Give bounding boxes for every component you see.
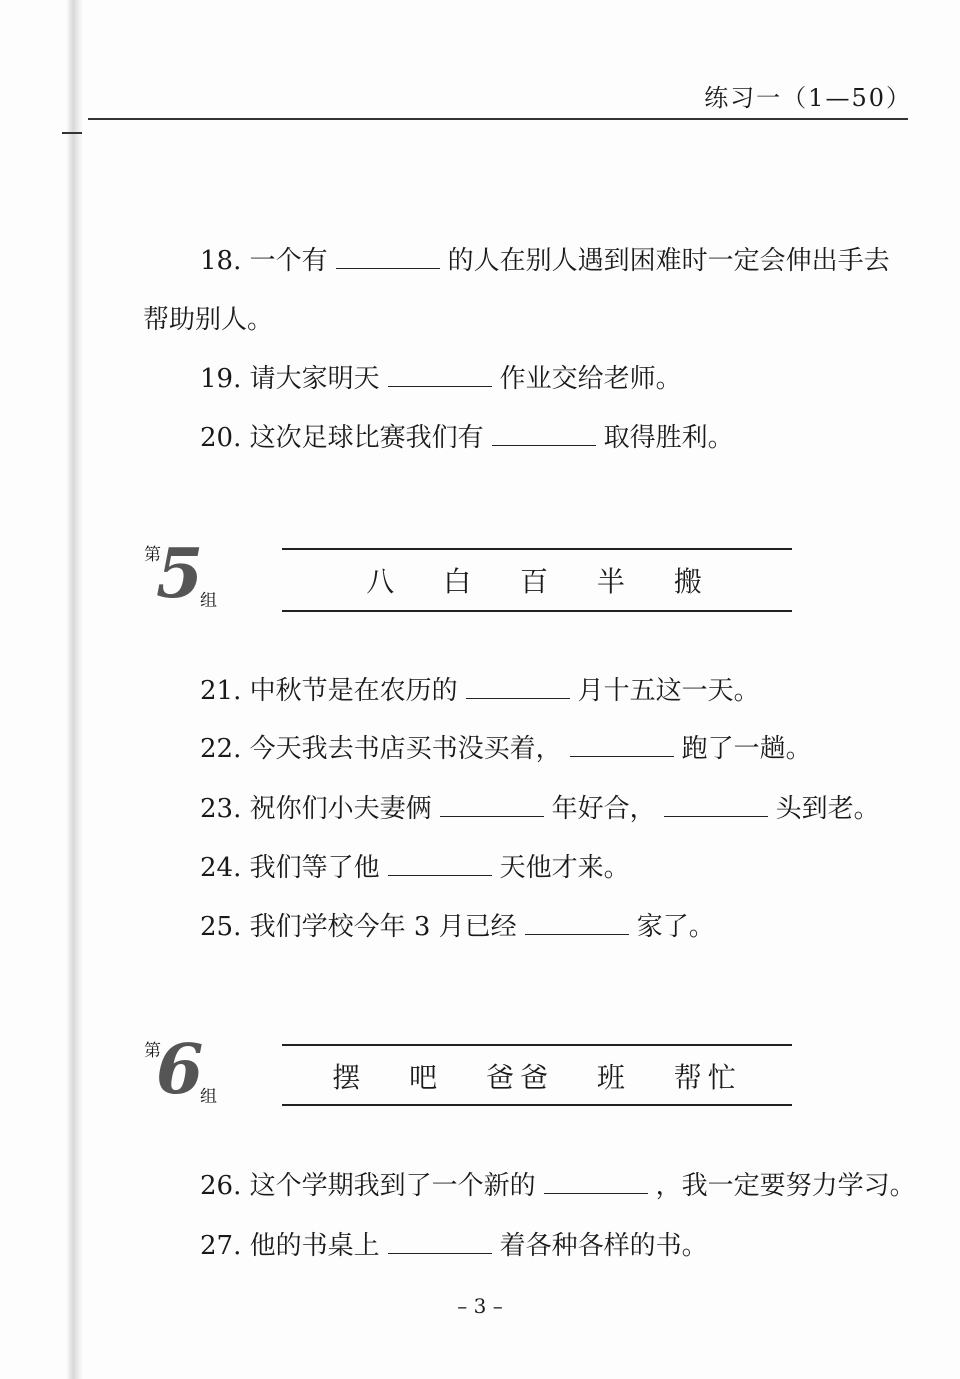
answer-blank[interactable] — [664, 792, 768, 817]
answer-blank[interactable] — [388, 1229, 492, 1254]
question-23 — [200, 792, 880, 825]
question-text: 22. 今天我去书店买书没买着， — [200, 734, 562, 764]
question-text: 的人在别人遇到困难时一定会伸出手去 — [447, 246, 890, 276]
question-text: 月十五这一天。 — [577, 676, 760, 706]
answer-blank[interactable] — [440, 792, 544, 817]
group-label-di: 第 — [144, 1041, 161, 1061]
answer-blank[interactable] — [388, 851, 492, 876]
answer-blank[interactable] — [544, 1169, 648, 1194]
question-18b — [143, 304, 273, 336]
group-top-rule — [282, 1044, 792, 1046]
question-text: 帮助别人。 — [143, 305, 274, 335]
answer-blank[interactable] — [466, 674, 570, 699]
answer-blank[interactable] — [336, 244, 440, 269]
margin-mark — [62, 132, 82, 134]
question-text: 23. 祝你们小夫妻俩 — [200, 794, 432, 824]
question-text: 27. 他的书桌上 — [200, 1231, 380, 1261]
group-bottom-rule — [282, 610, 792, 612]
header-rule — [88, 118, 908, 120]
answer-blank[interactable] — [570, 732, 674, 757]
question-18 — [200, 244, 890, 277]
answer-blank[interactable] — [525, 910, 629, 935]
question-text: 着各种各样的书。 — [499, 1231, 708, 1261]
question-21 — [200, 674, 760, 707]
question-text: 18. 一个有 — [200, 246, 328, 276]
group-characters: 摆 吧 爸爸 班 帮忙 — [332, 1061, 742, 1094]
question-26 — [200, 1169, 916, 1202]
question-text: 年好合， — [551, 794, 656, 824]
answer-blank[interactable] — [388, 362, 492, 387]
group-number: 6 — [156, 1030, 204, 1110]
question-text: 作业交给老师。 — [499, 364, 682, 394]
question-text: 24. 我们等了他 — [200, 853, 380, 883]
group-6-header — [140, 1030, 800, 1116]
question-text: 19. 请大家明天 — [200, 364, 380, 394]
group-number: 5 — [156, 534, 204, 614]
scan-binding-edge — [66, 0, 84, 1379]
question-text: 家了。 — [636, 912, 715, 942]
question-25 — [200, 910, 715, 943]
question-text: 20. 这次足球比赛我们有 — [200, 423, 484, 453]
question-text: 头到老。 — [775, 794, 880, 824]
question-text: ，我一定要努力学习。 — [655, 1171, 916, 1201]
question-24 — [200, 851, 630, 884]
group-label-zu: 组 — [200, 1087, 217, 1107]
group-bottom-rule — [282, 1104, 792, 1106]
group-top-rule — [282, 548, 792, 550]
question-text: 天他才来。 — [499, 853, 630, 883]
question-22 — [200, 732, 812, 765]
question-text: 26. 这个学期我到了一个新的 — [200, 1171, 536, 1201]
question-text: 21. 中秋节是在农历的 — [200, 676, 458, 706]
header-title: 练习一（1—50） — [704, 84, 912, 112]
group-label-zu: 组 — [200, 591, 217, 611]
page-number: – 3 – — [457, 1294, 503, 1318]
group-characters: 八 白 百 半 搬 — [366, 565, 708, 598]
question-27 — [200, 1229, 708, 1262]
question-text: 25. 我们学校今年 3 月已经 — [200, 912, 517, 942]
group-5-header — [140, 534, 800, 620]
question-text: 取得胜利。 — [603, 423, 734, 453]
question-19 — [200, 362, 682, 395]
question-20 — [200, 421, 734, 454]
answer-blank[interactable] — [492, 421, 596, 446]
question-text: 跑了一趟。 — [681, 734, 812, 764]
group-label-di: 第 — [144, 545, 161, 565]
